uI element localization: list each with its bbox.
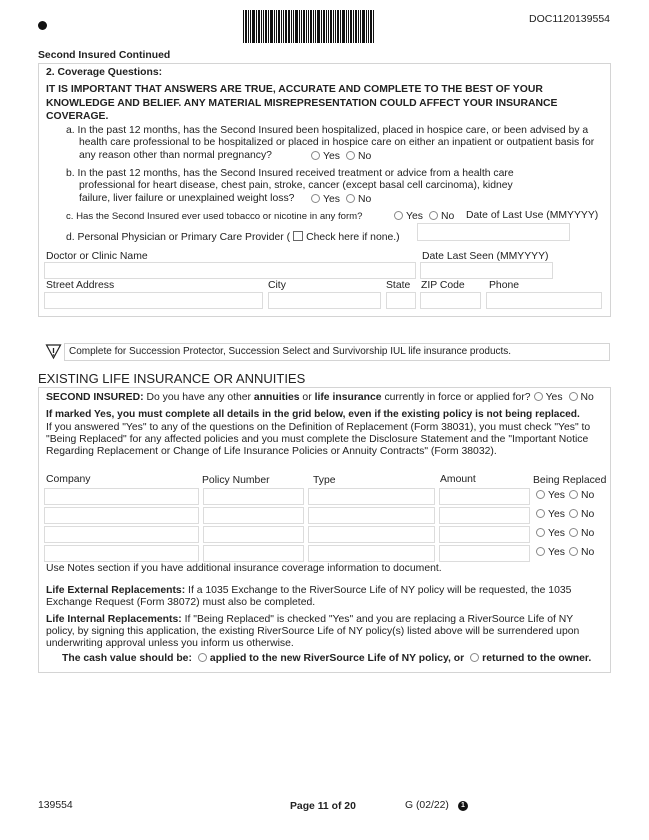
barcode-bar: [276, 10, 277, 43]
note-line: If you answered "Yes" to any of the questions on the Definition of Replacement (Form 38031), you must check "Yes" to: [46, 422, 591, 433]
no-label: No: [580, 509, 595, 520]
street-input[interactable]: [44, 292, 263, 309]
ext-label: Life External Replacements:: [46, 585, 186, 596]
warning-triangle-icon: [45, 343, 62, 360]
city-label: City: [268, 280, 286, 291]
radio-yes[interactable]: [536, 490, 545, 499]
radio-no[interactable]: [569, 490, 578, 499]
ext-text: Exchange Request (Form 38072) must also be completed.: [46, 597, 316, 608]
barcode-bar: [291, 10, 292, 43]
barcode: [243, 10, 407, 43]
amount-input[interactable]: [439, 526, 530, 543]
barcode-bar: [373, 10, 374, 43]
amount-input[interactable]: [439, 488, 530, 505]
no-label: No: [580, 528, 595, 539]
int-text: If "Being Replaced" is checked "Yes" and you are replacing a RiverSource Life of NY: [181, 614, 574, 625]
no-label: No: [580, 392, 594, 403]
barcode-bar: [288, 10, 290, 43]
radio-yes[interactable]: [311, 151, 320, 160]
barcode-bar: [308, 10, 309, 43]
no-label: No: [440, 211, 455, 222]
barcode-bar: [261, 10, 262, 43]
question-text: professional for heart disease, chest pain, stroke, cancer (except basal cell carcinoma), kidney: [79, 180, 513, 191]
barcode-bar: [301, 10, 302, 43]
registration-dot: [38, 21, 47, 30]
barcode-bar: [321, 10, 322, 43]
barcode-bar: [299, 10, 300, 43]
yes-label: Yes: [406, 211, 423, 222]
barcode-bar: [340, 10, 341, 43]
question-text: any reason other than normal pregnancy?: [79, 150, 272, 161]
int-label: Life Internal Replacements:: [46, 614, 182, 625]
q-label: SECOND INSURED:: [46, 392, 144, 403]
existing-heading: EXISTING LIFE INSURANCE OR ANNUITIES: [38, 371, 306, 386]
type-input[interactable]: [308, 507, 435, 524]
barcode-bar: [315, 10, 316, 43]
warning-line: IT IS IMPORTANT THAT ANSWERS ARE TRUE, ACCURATE AND COMPLETE TO THE BEST OF YOUR: [46, 84, 543, 95]
notes-hint: Use Notes section if you have additional insurance coverage information to document.: [46, 563, 442, 574]
q-text: currently in force or applied for?: [381, 392, 531, 403]
barcode-bar: [274, 10, 275, 43]
internal-replacements: [46, 614, 573, 626]
barcode-bar: [256, 10, 257, 43]
barcode-bar: [360, 10, 361, 43]
company-input[interactable]: [44, 526, 199, 543]
int-text: underwriting approval unless you inform us otherwise.: [46, 638, 294, 649]
policy-number-input[interactable]: [203, 526, 304, 543]
barcode-bar: [366, 10, 367, 43]
existing-question: [46, 392, 594, 404]
city-input[interactable]: [268, 292, 381, 309]
col-being-replaced: Being Replaced: [533, 475, 607, 486]
question-d: [66, 231, 400, 244]
doctor-input[interactable]: [44, 262, 416, 279]
q-text: Do you have any other: [146, 392, 254, 403]
ext-text: If a 1035 Exchange to the RiverSource Life of NY policy will be requested, the 1035: [185, 585, 572, 596]
barcode-bar: [303, 10, 305, 43]
doctor-label: Doctor or Clinic Name: [46, 251, 148, 262]
barcode-bar: [263, 10, 264, 43]
yes-label: Yes: [548, 509, 565, 520]
note-line: "Being Replaced" for any affected policies and you must complete the Disclosure Statement and the "Important Notice: [46, 434, 589, 445]
warning-line: KNOWLEDGE AND BELIEF. ANY MATERIAL MISREPRESENTATION COULD AFFECT YOUR INSURANCE: [46, 97, 558, 109]
col-amount: Amount: [440, 474, 476, 485]
barcode-bar: [333, 10, 334, 43]
radio-no[interactable]: [569, 528, 578, 537]
yes-label: Yes: [548, 547, 565, 558]
section-title: Second Insured Continued: [38, 50, 171, 61]
barcode-bar: [362, 10, 365, 43]
checkbox-label: Check here if none.): [306, 232, 400, 243]
barcode-bar: [278, 10, 280, 43]
date-last-seen-label: Date Last Seen (MMYYYY): [422, 251, 549, 262]
barcode-bar: [293, 10, 294, 43]
yes-label: Yes: [323, 151, 340, 162]
marker-icon: 1: [458, 801, 468, 811]
type-input[interactable]: [308, 545, 435, 562]
q-bold: life insurance: [314, 392, 382, 403]
yes-label: Yes: [323, 194, 340, 205]
state-label: State: [386, 280, 411, 291]
question-text: a. In the past 12 months, has the Second Insured been hospitalized, placed in hospice care, or been advised by a: [66, 125, 589, 136]
barcode-bar: [295, 10, 298, 43]
yes-label: Yes: [548, 490, 565, 501]
question-text: d. Personal Physician or Primary Care Provider (: [66, 232, 291, 243]
type-input[interactable]: [308, 488, 435, 505]
company-input[interactable]: [44, 507, 199, 524]
type-input[interactable]: [308, 526, 435, 543]
date-last-seen-input[interactable]: [420, 262, 553, 279]
radio-no[interactable]: [346, 194, 355, 203]
col-company: Company: [46, 474, 91, 485]
coverage-title: 2. Coverage Questions:: [46, 67, 163, 78]
no-label: No: [357, 194, 372, 205]
barcode-bar: [310, 10, 312, 43]
none-checkbox[interactable]: [293, 231, 303, 241]
barcode-bar: [285, 10, 287, 43]
no-label: No: [580, 547, 595, 558]
zip-label: ZIP Code: [421, 280, 465, 291]
notice-text: Complete for Succession Protector, Succession Select and Survivorship IUL life insurance products.: [69, 346, 512, 357]
radio-yes[interactable]: [311, 194, 320, 203]
cash-value-row: [62, 653, 591, 665]
barcode-bar: [265, 10, 267, 43]
company-input[interactable]: [44, 488, 199, 505]
street-label: Street Address: [46, 280, 115, 291]
question-a: [66, 125, 588, 137]
policy-number-input[interactable]: [203, 545, 304, 562]
yes-label: Yes: [548, 528, 565, 539]
barcode-bar: [328, 10, 329, 43]
being-replaced-radios: [530, 528, 594, 540]
barcode-bar: [330, 10, 332, 43]
page-number: Page 11 of 20: [290, 801, 356, 812]
barcode-bar: [326, 10, 327, 43]
question-a-line3: [79, 150, 272, 162]
being-replaced-radios: [530, 547, 594, 559]
radio-yes[interactable]: [536, 547, 545, 556]
question-c: c. Has the Second Insured ever used tobacco or nicotine in any form?: [66, 211, 363, 222]
company-input[interactable]: [44, 545, 199, 562]
barcode-bar: [358, 10, 359, 43]
radio-yes[interactable]: [534, 392, 543, 401]
note-line: Regarding Replacement or Change of Life Insurance Policies or Annuity Contracts" (Form 38032).: [46, 446, 497, 457]
radio-no[interactable]: [346, 151, 355, 160]
warning-line: COVERAGE.: [46, 111, 109, 122]
q-bold: annuities: [253, 392, 300, 403]
radio-returned[interactable]: [470, 653, 479, 662]
policy-number-input[interactable]: [203, 488, 304, 505]
barcode-bar: [353, 10, 354, 43]
barcode-bar: [368, 10, 369, 43]
phone-label: Phone: [489, 280, 520, 291]
yes-label: Yes: [545, 392, 563, 403]
barcode-bar: [245, 10, 247, 43]
radio-no[interactable]: [569, 392, 578, 401]
phone-input[interactable]: [486, 292, 602, 309]
bold-note: If marked Yes, you must complete all details in the grid below, even if the existing policy is not being replaced.: [46, 409, 580, 420]
barcode-bar: [270, 10, 273, 43]
col-policy-number: Policy Number: [202, 475, 270, 486]
no-label: No: [580, 490, 595, 501]
barcode-bar: [370, 10, 372, 43]
barcode-bar: [258, 10, 260, 43]
barcode-bar: [252, 10, 255, 43]
cash-option-returned: returned to the owner.: [482, 653, 592, 664]
date-last-use-input[interactable]: [417, 223, 570, 241]
q-text: or: [299, 392, 315, 403]
question-b-answers: [305, 194, 371, 206]
radio-no[interactable]: [569, 547, 578, 556]
doc-id: DOC1120139554: [529, 13, 610, 25]
date-last-use-label: Date of Last Use (MMYYYY): [466, 210, 599, 221]
barcode-bar: [348, 10, 349, 43]
col-type: Type: [313, 475, 336, 486]
question-c-answers: [388, 211, 454, 223]
form-version: G (02/22): [405, 800, 449, 811]
barcode-bar: [250, 10, 251, 43]
barcode-bar: [268, 10, 269, 43]
barcode-bar: [355, 10, 357, 43]
question-b: b. In the past 12 months, has the Second Insured received treatment or advice from a health care: [66, 168, 514, 179]
policy-number-input[interactable]: [203, 507, 304, 524]
int-text: policy, by signing this application, the existing RiverSource Life of NY policy(s) listed above will be surrendered upon: [46, 626, 580, 637]
form-number: 139554: [38, 800, 73, 811]
amount-input[interactable]: [439, 507, 530, 524]
barcode-bar: [243, 10, 244, 43]
cash-label: The cash value should be:: [62, 653, 192, 664]
no-label: No: [357, 151, 372, 162]
barcode-bar: [313, 10, 314, 43]
barcode-bar: [317, 10, 320, 43]
barcode-bar: [350, 10, 352, 43]
barcode-bar: [306, 10, 307, 43]
coverage-warning: [46, 83, 606, 124]
barcode-bar: [248, 10, 249, 43]
state-input[interactable]: [386, 292, 416, 309]
barcode-bar: [323, 10, 325, 43]
barcode-bar: [346, 10, 347, 43]
being-replaced-radios: [530, 490, 594, 502]
barcode-bar: [335, 10, 336, 43]
question-text: health care professional to be hospitalized or placed in hospice care on either an inpatient or outpatient basis for: [79, 137, 595, 148]
barcode-bar: [342, 10, 345, 43]
question-a-answers: [305, 151, 371, 163]
external-replacements: [46, 585, 571, 597]
barcode-bar: [281, 10, 282, 43]
radio-yes[interactable]: [536, 528, 545, 537]
question-text: failure, liver failure or unexplained weight loss?: [79, 193, 295, 204]
radio-yes[interactable]: [536, 509, 545, 518]
barcode-bar: [337, 10, 339, 43]
amount-input[interactable]: [439, 545, 530, 562]
barcode-bar: [283, 10, 284, 43]
cash-option-applied: applied to the new RiverSource Life of NY policy, or: [209, 653, 465, 664]
radio-no[interactable]: [569, 509, 578, 518]
zip-input[interactable]: [420, 292, 481, 309]
radio-applied[interactable]: [198, 653, 207, 662]
radio-yes[interactable]: [394, 211, 403, 220]
being-replaced-radios: [530, 509, 594, 521]
radio-no[interactable]: [429, 211, 438, 220]
